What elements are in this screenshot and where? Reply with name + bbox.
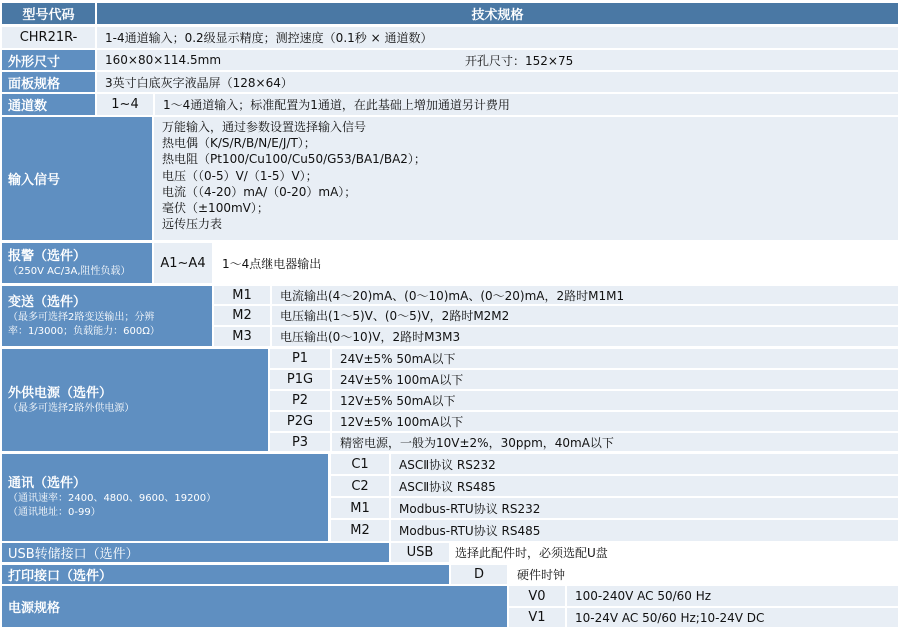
comm-sub1: （通讯速率：2400、4800、9600、19200）	[8, 493, 217, 504]
comm-title: 通讯（选件）	[8, 476, 87, 491]
alarm-code: A1~A4	[154, 243, 212, 283]
transmit-sub1: （最多可选择2路变送输出；分辨	[8, 311, 155, 323]
alarm-sub: （250V AC/3A,阻性负载）	[8, 265, 131, 277]
transmit-desc: 电流输出(4～20)mA、(0～10)mA、(0～20)mA，2路时M1M1	[272, 286, 898, 304]
transmit-code: M3	[214, 327, 270, 346]
transmit-desc: 电压输出(0～10)V，2路时M3M3	[272, 327, 898, 346]
input-line: 电流（（4-20）mA/（0-20）mA）；	[162, 184, 357, 199]
header-model-code: 型号代码	[2, 3, 95, 24]
comm-code: C2	[331, 476, 389, 496]
model-desc: 1-4通道输入；0.2级显示精度；测控速度（0.1秒 × 通道数）	[97, 27, 898, 48]
power-out-code: P2	[270, 391, 330, 410]
comm-code: M1	[331, 498, 389, 518]
print-code: D	[451, 565, 507, 584]
power-out-desc: 24V±5% 100mA以下	[332, 370, 898, 389]
channels-desc: 1～4通道输入；标准配置为1通道，在此基础上增加通道另计费用	[155, 94, 898, 115]
power-desc: 100-240V AC 50/60 Hz	[567, 586, 898, 606]
power-code: V1	[509, 608, 565, 627]
input-lines	[154, 117, 898, 240]
model-code: CHR21R-	[2, 27, 95, 48]
transmit-sub2: 率：1/3000；负载能力：600Ω）	[8, 325, 160, 337]
usb-code: USB	[391, 543, 449, 562]
size-label: 外形尺寸	[2, 50, 95, 70]
comm-desc: Modbus-RTU协议 RS232	[391, 498, 898, 518]
transmit-desc: 电压输出(1～5)V、(0～5)V，2路时M2M2	[272, 306, 898, 325]
input-line: 远传压力表	[162, 217, 223, 232]
power-out-desc: 12V±5% 100mA以下	[332, 412, 898, 431]
alarm-label	[2, 243, 152, 283]
print-label: 打印接口（选件）	[2, 565, 449, 584]
transmit-label	[2, 286, 212, 346]
power-code: V0	[509, 586, 565, 606]
power-desc: 10-24V AC 50/60 Hz;10-24V DC	[567, 608, 898, 627]
comm-code: C1	[331, 454, 389, 474]
power-out-title: 外供电源（选件）	[8, 385, 113, 401]
transmit-code: M2	[214, 306, 270, 325]
power-out-code: P1	[270, 349, 330, 368]
panel-label: 面板规格	[2, 72, 95, 92]
input-line: 毫伏（±100mV）；	[162, 201, 269, 216]
power-out-desc: 24V±5% 50mA以下	[332, 349, 898, 368]
input-line: 热电偶（K/S/R/B/N/E/J/T）；	[162, 136, 316, 151]
size-value: 160×80×114.5mm	[105, 53, 222, 67]
input-line: 电压（（0-5）V/（1-5）V）；	[162, 168, 318, 183]
alarm-desc: 1～4点继电器输出	[222, 256, 322, 271]
header-spec: 技术规格	[97, 3, 898, 24]
input-line: 热电阻（Pt100/Cu100/Cu50/G53/BA1/BA2）；	[162, 152, 426, 167]
transmit-title: 变送（选件）	[8, 294, 87, 310]
cutout-value: 开孔尺寸：152×75	[465, 53, 574, 68]
power-out-desc: 精密电源，一般为10V±2%，30ppm，40mA以下	[332, 433, 898, 451]
usb-desc: 选择此配件时，必须选配U盘	[455, 546, 608, 560]
comm-code: M2	[331, 520, 389, 541]
panel-value: 3英寸白底灰字液晶屏（128×64）	[97, 72, 898, 92]
power-label: 电源规格	[2, 586, 507, 627]
power-out-code: P1G	[270, 370, 330, 389]
comm-desc: Modbus-RTU协议 RS485	[391, 520, 898, 541]
size-row	[97, 50, 898, 70]
input-line: 万能输入，通过参数设置选择输入信号	[162, 120, 367, 134]
usb-label: USB转储接口（选件）	[2, 543, 389, 562]
input-label: 输入信号	[2, 117, 152, 240]
alarm-title: 报警（选件）	[8, 248, 87, 264]
comm-label	[2, 454, 328, 541]
print-desc: 硬件时钟	[517, 568, 566, 582]
power-out-code: P2G	[270, 412, 330, 431]
comm-desc: ASCⅡ协议 RS232	[391, 454, 898, 474]
comm-desc: ASCⅡ协议 RS485	[391, 476, 898, 496]
power-out-desc: 12V±5% 50mA以下	[332, 391, 898, 410]
comm-sub2: （通讯地址：0-99）	[8, 507, 101, 518]
power-out-label	[2, 349, 268, 451]
power-out-sub: （最多可选择2路外供电源）	[8, 402, 135, 414]
power-out-code: P3	[270, 433, 330, 451]
channels-code: 1~4	[97, 94, 153, 115]
channels-label: 通道数	[2, 94, 95, 115]
transmit-code: M1	[214, 286, 270, 304]
